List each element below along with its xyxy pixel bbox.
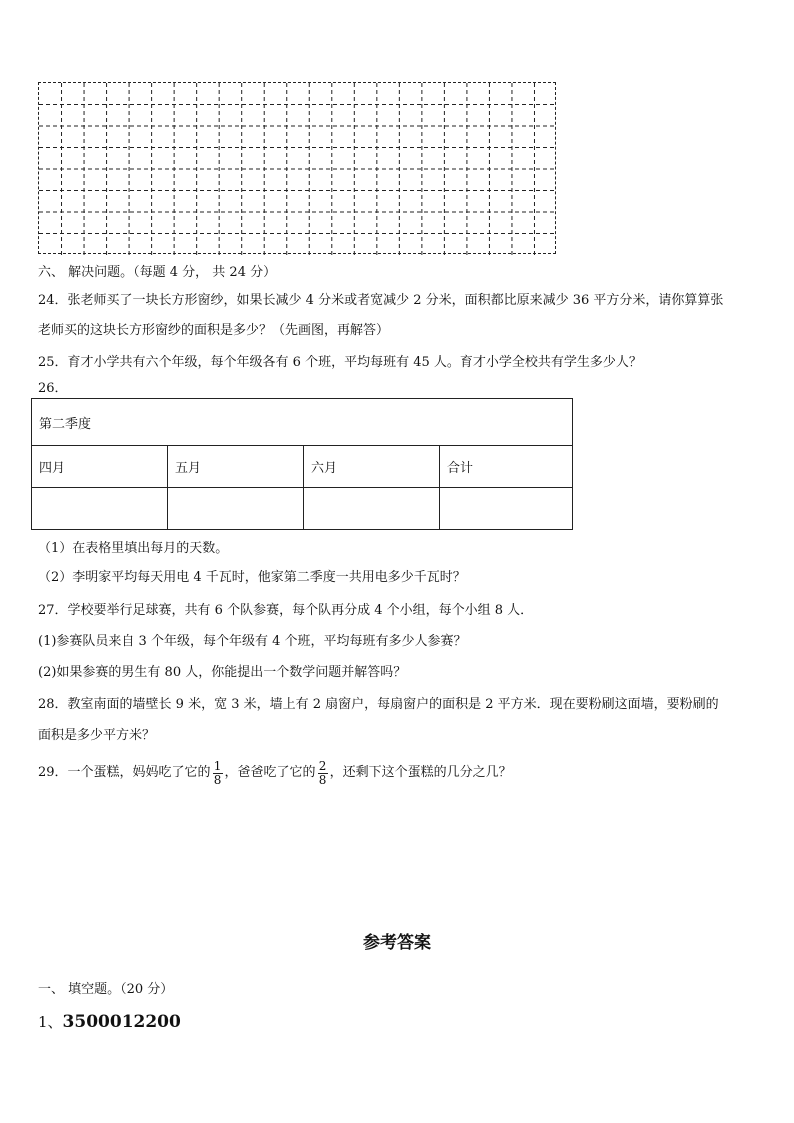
- question-29-part1: 29．一个蛋糕，妈妈吃了它的: [38, 765, 211, 780]
- fraction-two-eighths: [318, 760, 328, 787]
- table-header-april: 四月: [32, 446, 168, 488]
- question-24-line2: 老师买的这块长方形窗纱的面积是多少？（先画图，再解答）: [38, 323, 390, 338]
- table-header-total: 合计: [440, 446, 573, 488]
- answer-item-1-label: 1、: [38, 1013, 63, 1031]
- question-28-line1: 28．教室南面的墙壁长 9 米，宽 3 米，墙上有 2 扇窗户，每扇窗户的面积是 2 平方米．现在要粉刷这面墙，要粉刷的: [38, 697, 719, 712]
- question-26-sub2: （2）李明家平均每天用电 4 千瓦时，他家第二季度一共用电多少千瓦时？: [38, 570, 466, 585]
- question-29-part2: ，爸爸吃了它的: [224, 765, 316, 780]
- question-25: 25．育才小学共有六个年级，每个年级各有 6 个班，平均每班有 45 人。育才小学全校共有学生多少人？: [38, 355, 642, 370]
- table-header-may: 五月: [168, 446, 304, 488]
- question-26-sub1: （1）在表格里填出每月的天数。: [38, 541, 229, 556]
- answer-item-1: [38, 1011, 181, 1032]
- answers-section-1: 一、 填空题。（20 分）: [38, 982, 174, 997]
- table-cell-may[interactable]: [168, 488, 304, 530]
- question-27-sub2: (2)如果参赛的男生有 80 人，你能提出一个数学问题并解答吗？: [38, 665, 407, 680]
- table-cell-april[interactable]: [32, 488, 168, 530]
- question-27-sub1: (1)参赛队员来自 3 个年级，每个年级有 4 个班，平均每班有多少人参赛？: [38, 634, 467, 649]
- question-29: [38, 757, 512, 789]
- section-heading: 六、 解决问题。（每题 4 分， 共 24 分）: [38, 265, 277, 280]
- table-title: 第二季度: [32, 399, 573, 446]
- answer-item-1-value: 3500012200: [62, 1012, 181, 1032]
- table-cell-total[interactable]: [440, 488, 573, 530]
- drawing-grid: [38, 82, 556, 254]
- fraction1-numerator: 1: [213, 758, 222, 773]
- fraction1-denominator: 8: [213, 772, 222, 787]
- question-24-line1: 24．张老师买了一块长方形窗纱，如果长减少 4 分米或者宽减少 2 分米，面积都比原来减少 36 平方分米，请你算算张: [38, 293, 724, 308]
- question-28-line2: 面积是多少平方米？: [38, 728, 156, 743]
- quarter-table: [31, 398, 573, 530]
- question-29-part3: ，还剩下这个蛋糕的几分之几？: [329, 765, 512, 780]
- fraction-one-eighth: [213, 760, 223, 787]
- grid-lines: [39, 83, 557, 255]
- fraction2-denominator: 8: [318, 772, 327, 787]
- fraction2-numerator: 2: [318, 758, 327, 773]
- table-cell-june[interactable]: [304, 488, 440, 530]
- question-26-number: 26．: [38, 381, 68, 396]
- table-header-june: 六月: [304, 446, 440, 488]
- question-27: 27．学校要举行足球赛，共有 6 个队参赛，每个队再分成 4 个小组，每个小组 8 人．: [38, 603, 534, 618]
- answers-title: 参考答案: [363, 933, 431, 953]
